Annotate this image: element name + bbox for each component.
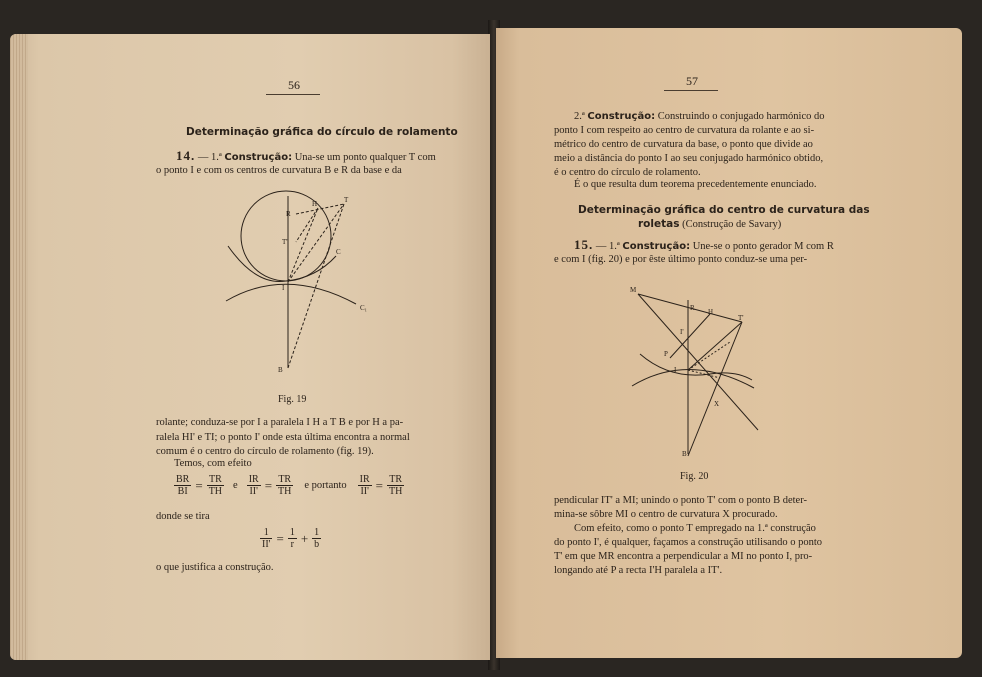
line-ph	[670, 314, 710, 358]
section-number-15: 15.	[574, 237, 594, 252]
figure-19	[216, 186, 376, 376]
label-c: C	[336, 248, 341, 256]
page-number-right: 57	[686, 74, 698, 88]
fraction: $\frac{TR}{TH}$	[389, 474, 403, 497]
label-t-prime: T'	[282, 238, 288, 246]
para-2-line3: comum é o centro do círculo de rolamento (fig. 19).	[156, 446, 374, 457]
heading-right-line1: Determinação gráfica do centro de curvatura das	[578, 204, 870, 216]
construcao-label: Construção:	[622, 241, 691, 252]
label-p: P	[664, 350, 668, 358]
para-2a-line3: métrico do centro de curvatura da base, o ponto que divide ao	[554, 139, 813, 150]
para-14-line1	[176, 149, 436, 165]
page-number-left: 56	[288, 78, 300, 92]
donde-line: donde se tira	[156, 511, 210, 522]
fraction: $\frac{1}{II'}$	[262, 527, 271, 550]
figure-20	[630, 282, 780, 457]
right-page	[496, 28, 962, 658]
heading-savary: (Construção de Savary)	[679, 219, 782, 230]
line-tb	[288, 204, 344, 368]
fraction: $\frac{1}{b}$	[314, 527, 320, 550]
connector-e: e	[233, 480, 238, 491]
page-edges	[10, 34, 28, 660]
figure-19-caption: Fig. 19	[278, 394, 307, 405]
temos-line: Temos, com efeito	[174, 458, 252, 469]
left-page	[10, 34, 490, 660]
para-2-line1: rolante; conduza-se por I a paralela I H a T B e por H a pa-	[156, 417, 404, 428]
para-2a-line2: ponto I com respeito ao centro de curvatura da rolante e ao si-	[554, 125, 815, 136]
page-number-rule	[266, 94, 320, 95]
label-r: R	[690, 304, 695, 312]
para-5-line1: Com efeito, como o ponto T empregado na 1.ª construção	[574, 523, 816, 534]
fraction: $\frac{1}{r}$	[289, 527, 295, 550]
para-2a-line5: é o centro do círculo de rolamento.	[554, 167, 701, 178]
para-2a-line1	[574, 110, 825, 124]
heading-right-line2	[638, 217, 781, 232]
figure-20-caption: Fig. 20	[680, 471, 709, 482]
para-5-line4: longando até P a recta I'H paralela a IT'.	[554, 565, 723, 576]
label-t: T	[344, 196, 349, 204]
aux-line	[688, 342, 730, 370]
label-t-prime: T'	[738, 314, 744, 322]
label-h: H	[312, 200, 318, 208]
label-m: M	[630, 286, 637, 294]
label-h: H	[708, 308, 714, 316]
construcao-label: Construção:	[224, 152, 293, 163]
equation-1: $\frac{BR}{BI}$ = $\frac{TR}{TH}$ e $\frac{IR}{II'}$ = $\frac{TR}{TH}$ e portanto $\frac{IR}{II'}$ = $\frac{TR}{TH}$	[176, 474, 403, 497]
fraction: $\frac{IR}{II'}$	[359, 474, 370, 497]
heading-roletas: roletas	[638, 218, 680, 230]
label-x: X	[714, 400, 720, 408]
para-15-line1-rest: Une-se o ponto gerador M com R	[690, 241, 834, 252]
fraction: $\frac{TR}{TH}$	[208, 474, 223, 497]
fraction: $\frac{TR}{TH}$	[278, 474, 292, 497]
label-b: B	[682, 450, 687, 458]
base-curve	[632, 369, 754, 388]
para-5-line2: do ponto I', é qualquer, façamos a construção utilisando o ponto	[554, 537, 822, 548]
section-number-14: 14.	[176, 148, 196, 163]
line-ih	[288, 208, 318, 282]
dash: — 1.ª	[195, 152, 225, 163]
line-hi1	[296, 208, 318, 242]
label-b: B	[278, 366, 283, 374]
para-2a-line1-rest: Construindo o conjugado harmónico do	[655, 111, 825, 122]
page-number-rule	[664, 90, 718, 91]
dash: — 1.ª	[593, 241, 623, 252]
label-i: I	[674, 366, 677, 374]
para-2b: É o que resulta dum teorema precedentemente enunciado.	[574, 179, 817, 190]
para-2a-line4: meio a distância do ponto I ao seu conjugado harmónico obtido,	[554, 153, 824, 164]
aux-line	[688, 370, 720, 378]
para-15-line1	[574, 238, 834, 254]
para-15-line2: e com I (fig. 20) e por êste último ponto conduz-se uma per-	[554, 254, 808, 265]
para-14-line1-rest: Una-se um ponto qualquer T com	[292, 152, 436, 163]
para-14-line2: o ponto I e com os centros de curvatura B e R da base e da	[156, 165, 402, 176]
rolante-curve	[640, 354, 752, 380]
label-c1: C₁	[360, 304, 368, 312]
line-tb	[688, 322, 742, 456]
para-4-line1: pendicular IT' a MI; unindo o ponto T' com o ponto B deter-	[554, 495, 807, 506]
base-curve-c1	[226, 284, 356, 304]
label-i: I	[282, 284, 285, 292]
closing-line: o que justifica a construção.	[156, 562, 274, 573]
para-4-line2: mina-se sôbre MI o centro de curvatura X procurado.	[554, 509, 778, 520]
construcao-label: Construção:	[587, 111, 656, 122]
fraction: $\frac{BR}{BI}$	[176, 474, 190, 497]
rolling-circle	[241, 191, 331, 281]
fraction: $\frac{IR}{II'}$	[248, 474, 259, 497]
equation-2: $\frac{1}{II'}$ = $\frac{1}{r}$ + $\frac{1}{b}$	[262, 527, 320, 550]
label-r: R	[286, 210, 291, 218]
heading-left: Determinação gráfica do círculo de rolamento	[186, 126, 458, 138]
line-it	[288, 204, 344, 282]
line-th	[296, 204, 344, 214]
connector-portanto: e portanto	[304, 480, 347, 491]
para-5-line3: T' em que MR encontra a perpendicular a MI no ponto I, pro-	[554, 551, 813, 562]
label-i-prime: I'	[680, 328, 684, 336]
ordinal-2: 2.ª	[574, 111, 588, 122]
para-2-line2: ralela HI' e TI; o ponto I' onde esta última encontra a normal	[156, 432, 410, 443]
